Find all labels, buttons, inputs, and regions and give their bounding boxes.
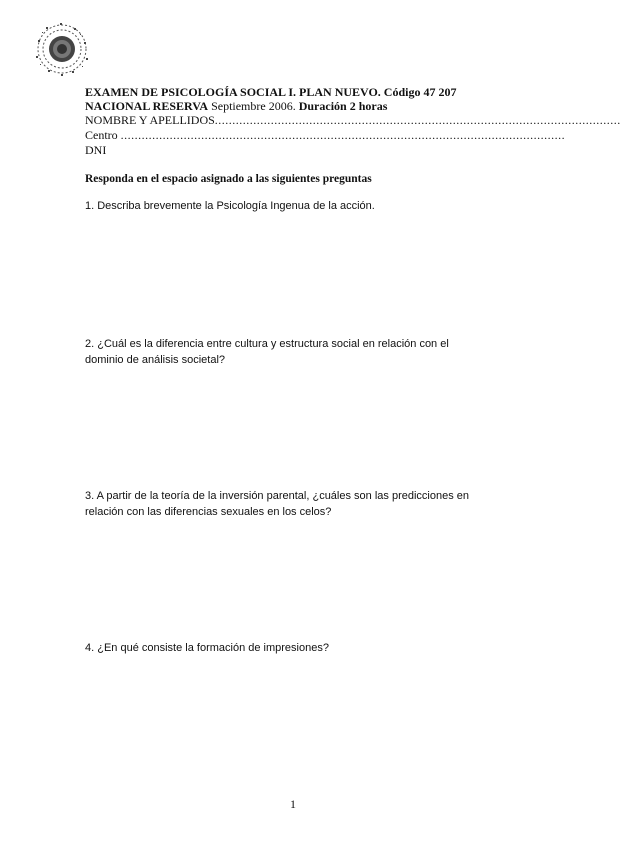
- exam-date: Septiembre 2006.: [211, 99, 296, 113]
- reserve-label: NACIONAL RESERVA: [85, 99, 209, 113]
- center-label: Centro: [85, 128, 118, 142]
- instructions: Responda en el espacio asignado a las siguientes preguntas: [85, 173, 372, 185]
- dni-label: DNI: [85, 143, 107, 157]
- dni-field[interactable]: [85, 143, 106, 157]
- center-field[interactable]: [85, 128, 566, 142]
- page-number: 1: [290, 797, 296, 811]
- question-4: 4. ¿En qué consiste la formación de impresiones?: [85, 642, 329, 654]
- exam-title: EXAMEN DE PSICOLOGÍA SOCIAL I. PLAN NUEVO. Código 47 207: [85, 85, 457, 99]
- exam-subtitle: [85, 99, 387, 113]
- name-dotted-line: ....................................................................................................................: [214, 113, 621, 127]
- center-dotted-line: ...............................................................................................................................: [120, 128, 566, 142]
- question-2: 2. ¿Cuál es la diferencia entre cultura y estructura social en relación con el dominio de análisis societal?: [85, 338, 449, 366]
- name-label: NOMBRE Y APELLIDOS: [85, 113, 215, 127]
- name-field[interactable]: [85, 113, 621, 127]
- question-1: 1. Describa brevemente la Psicología Ingenua de la acción.: [85, 200, 375, 212]
- university-seal-logo: [26, 18, 98, 80]
- question-3: 3. A partir de la teoría de la inversión parental, ¿cuáles son las predicciones en relación con las diferencias sexuales en los celos?: [85, 490, 470, 518]
- exam-duration: Duración 2 horas: [298, 99, 388, 113]
